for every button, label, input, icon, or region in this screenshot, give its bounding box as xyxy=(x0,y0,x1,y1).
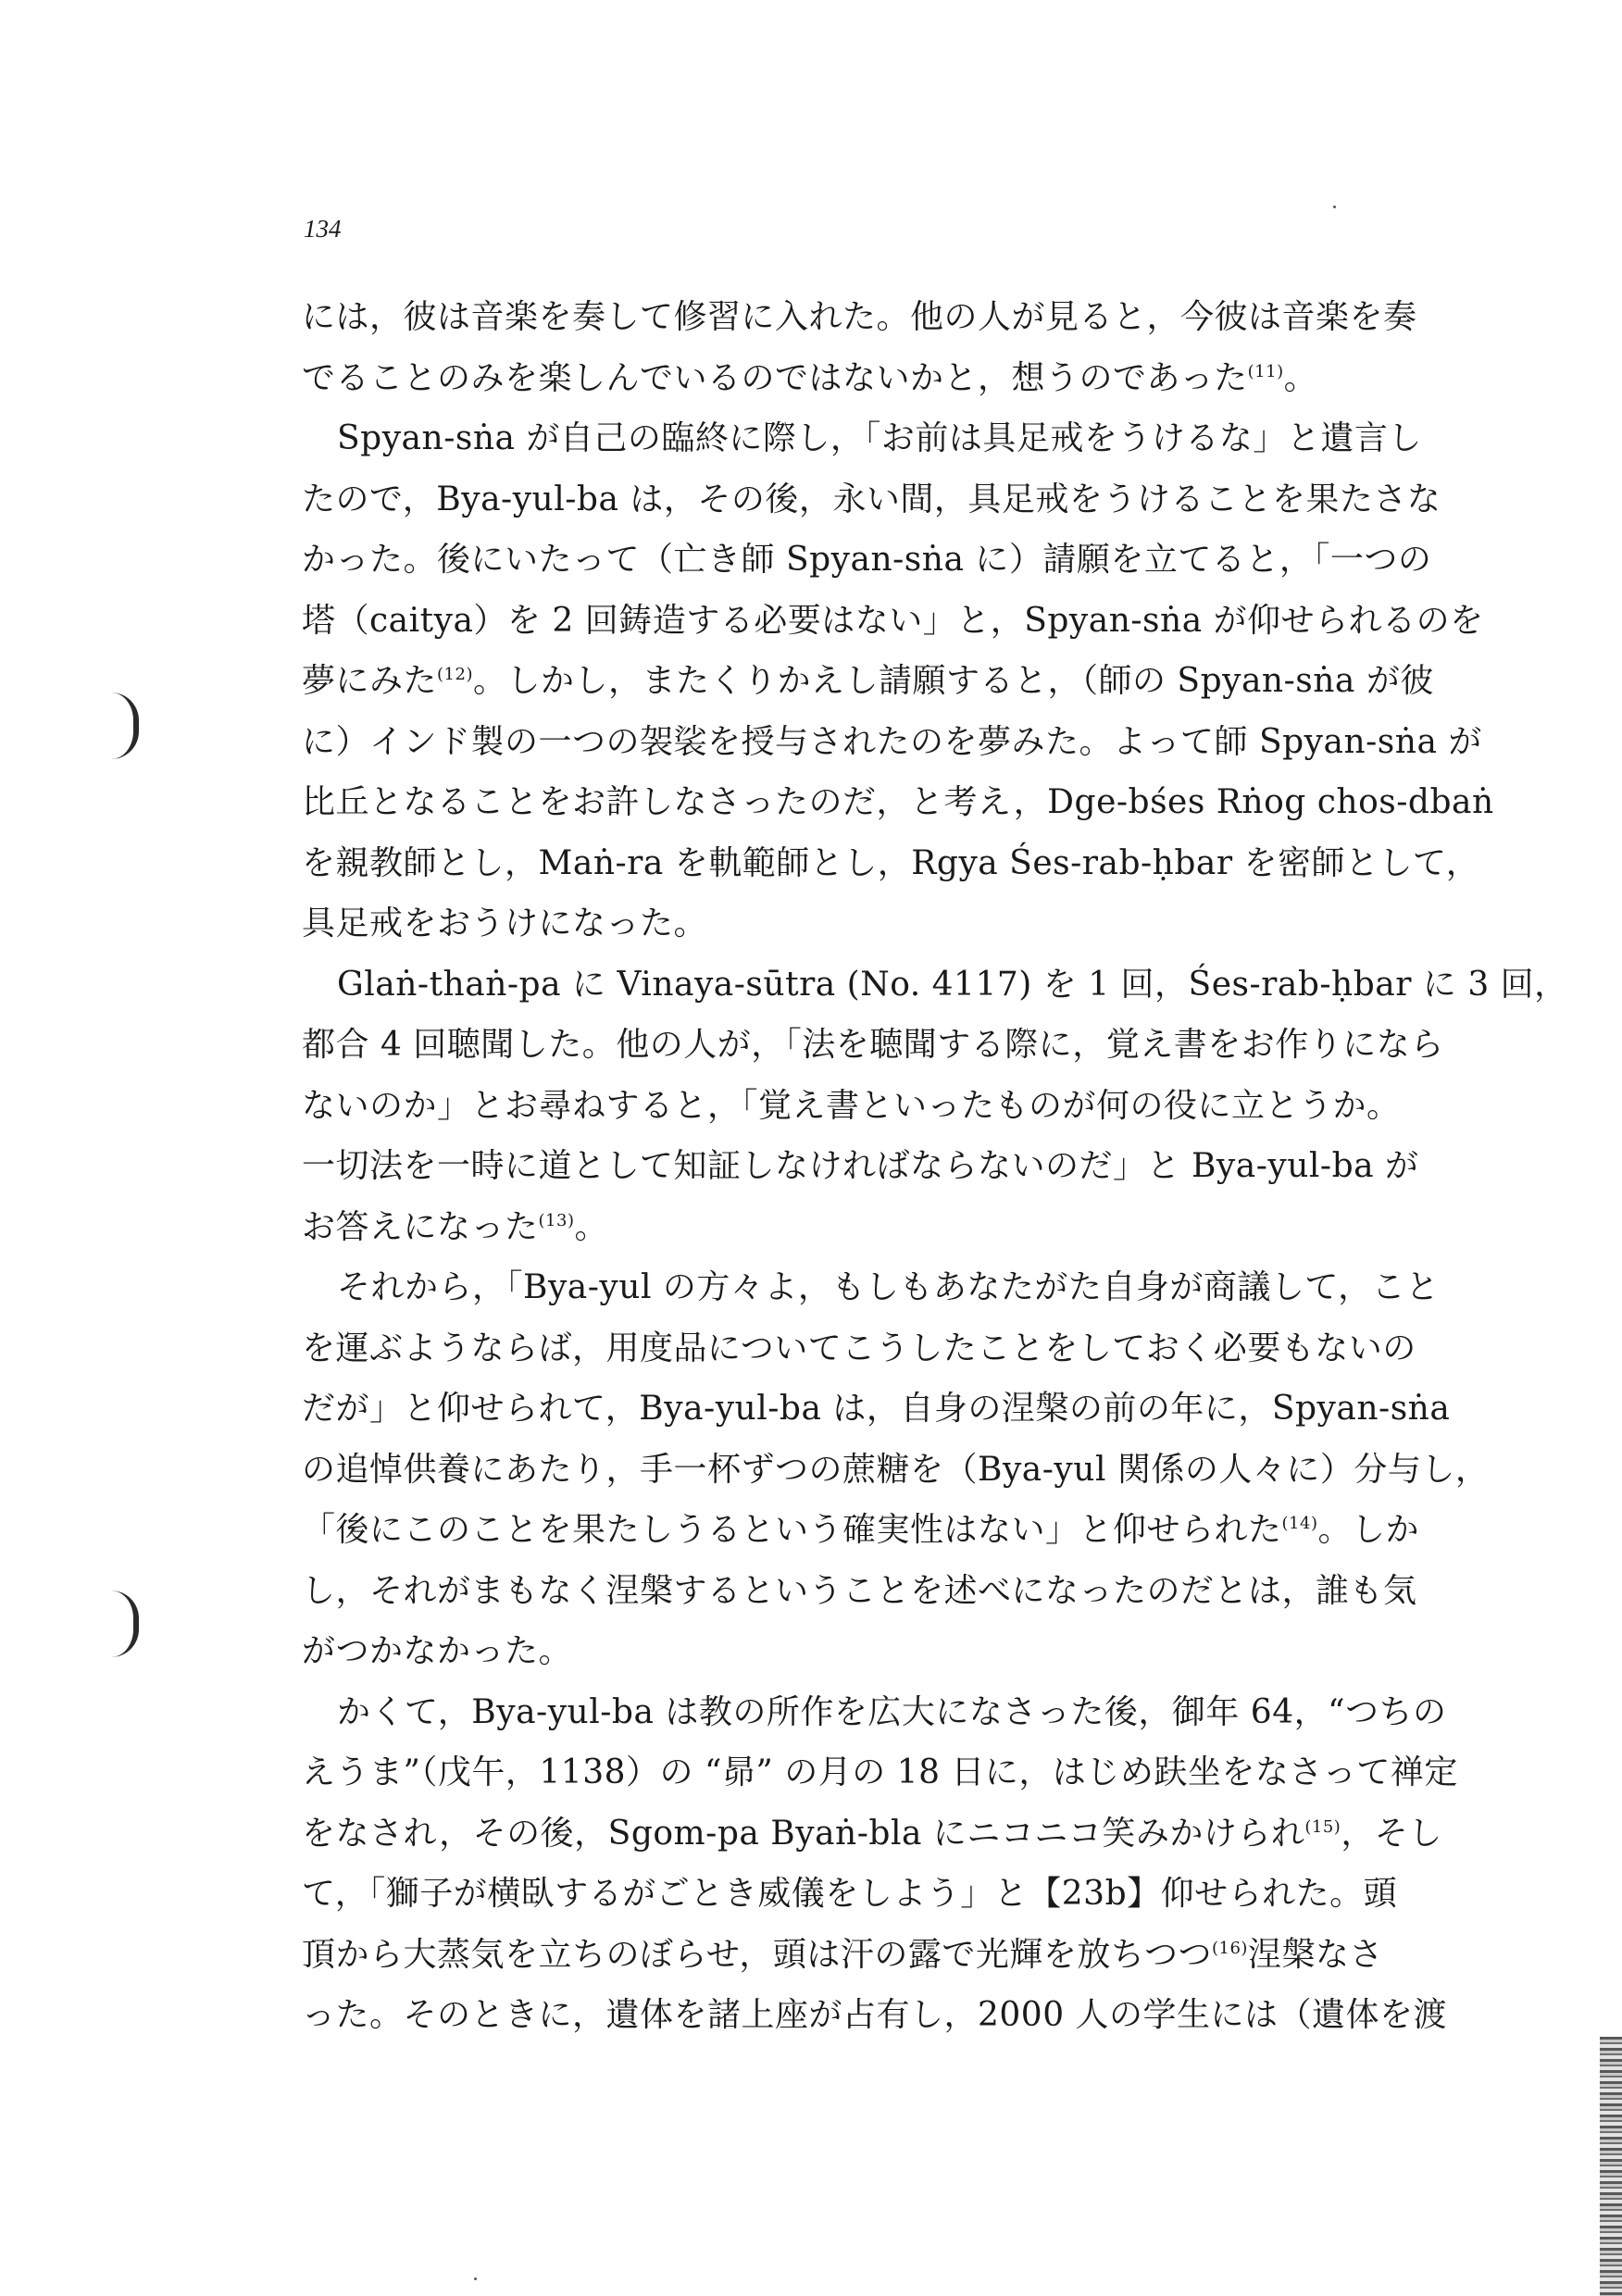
text-line xyxy=(302,772,1494,833)
line-text: 頂から大蒸気を立ちのぼらせ，頭は汗の露で光輝を放ちつつ xyxy=(302,1935,1212,1974)
scan-speck xyxy=(1333,206,1336,208)
footnote-ref: (14) xyxy=(1281,1514,1318,1533)
text-line xyxy=(302,469,1441,530)
paragraph-first-line xyxy=(302,955,1568,1016)
footnote-ref: (13) xyxy=(538,1210,575,1230)
text-line xyxy=(302,1742,1458,1803)
line-text: それから，「Bya-yul の方々よ，もしもあなたがた自身が商議して，こと xyxy=(337,1268,1440,1306)
line-text: をなされ，その後，Sgom-pa Byaṅ-bla にニコニコ笑みかけられ xyxy=(302,1814,1305,1853)
line-text: 。しかし，またくりかえし請願すると，（師の Spyan-sṅa が彼 xyxy=(472,662,1434,700)
line-text: に）インド製の一つの袈裟を授与されたのを夢みた。よって師 Spyan-sṅa が xyxy=(302,722,1482,761)
line-text: お答えになった xyxy=(302,1207,539,1246)
text-line xyxy=(302,530,1432,591)
text-line xyxy=(302,651,1434,712)
text-line xyxy=(302,348,1422,409)
line-text: の追悼供養にあたり，手一杯ずつの蔗糖を（Bya-yul 関係の人々に）分与し， xyxy=(302,1450,1490,1489)
text-line xyxy=(302,1197,1422,1258)
footnote-ref: (11) xyxy=(1247,361,1284,381)
text-line xyxy=(302,1621,1422,1682)
paragraph-first-line xyxy=(302,1682,1447,1743)
line-text: 比丘となることをお許しなさったのだ，と考え，Dge-bśes Rṅog chos-dbaṅ xyxy=(302,783,1494,821)
line-text: を運ぶようならば，用度品についてこうしたことをしておく必要もないの xyxy=(302,1329,1416,1367)
footnote-ref: (16) xyxy=(1211,1938,1248,1958)
text-line xyxy=(302,591,1484,652)
line-text: 夢にみた xyxy=(302,662,438,700)
text-line xyxy=(302,1864,1422,1925)
text-line xyxy=(302,833,1480,894)
text-line xyxy=(302,1561,1422,1622)
binding-hole-mark xyxy=(111,1591,139,1657)
line-text: Spyan-sṅa が自己の臨終に際し，「お前は具足戒をうけるな」と遺言し xyxy=(337,419,1422,457)
text-line xyxy=(302,287,1422,348)
line-text: 「後にこのことを果たしうるという確実性はない」と仰せられた xyxy=(302,1511,1282,1549)
line-text: 。 xyxy=(574,1207,608,1246)
text-line xyxy=(302,1379,1451,1440)
line-text: 具足戒をおうけになった。 xyxy=(302,905,708,942)
line-text: った。そのときに，遺体を諸上座が占有し，2000 人の学生には（遺体を渡 xyxy=(302,1996,1448,2034)
line-text: Glaṅ-thaṅ-pa に Vinaya-sūtra (No. 4117) を 1 回，Śes-rab-ḥbar に 3 回， xyxy=(337,965,1568,1004)
text-line xyxy=(302,1803,1442,1865)
line-text: 塔（caitya）を 2 回鋳造する必要はない」と，Spyan-sṅa が仰せられるのを xyxy=(302,601,1484,640)
line-text: たので，Bya-yul-ba は，その後，永い間，具足戒をうけることを果たさな xyxy=(302,480,1441,518)
line-text: かくて，Bya-yul-ba は教の所作を広大になさった後，御年 64，“つちの xyxy=(337,1692,1447,1731)
text-line xyxy=(302,1015,1444,1076)
line-text: えうま”（戊午，1138）の “昴” の月の 18 日に，はじめ趺坐をなさって禅定 xyxy=(302,1753,1458,1791)
scan-edge-artifact xyxy=(1600,2037,1622,2296)
page-number: 134 xyxy=(304,215,342,243)
scan-speck xyxy=(474,2277,477,2280)
text-line xyxy=(302,712,1482,773)
text-line xyxy=(302,1925,1422,1986)
line-text: がつかなかった。 xyxy=(302,1632,573,1670)
binding-hole-mark xyxy=(111,693,139,759)
text-line xyxy=(302,1318,1422,1379)
line-text: 。 xyxy=(1283,358,1318,397)
text-line xyxy=(302,1136,1422,1197)
line-text: 都合 4 回聴聞した。他の人が，「法を聴聞する際に，覚え書をお作りになら xyxy=(302,1026,1444,1064)
line-text: ，そし xyxy=(1341,1814,1442,1853)
footnote-ref: (15) xyxy=(1304,1816,1341,1837)
text-line xyxy=(302,893,1422,955)
line-text: でることのみを楽しんでいるのではないかと，想うのであった xyxy=(302,358,1248,397)
body-text xyxy=(302,287,1568,2046)
line-text: て，「獅子が横臥するがごとき威儀をしよう」と【23b】仰せられた。頭 xyxy=(302,1875,1398,1913)
text-line xyxy=(302,1500,1422,1561)
line-text: ないのか」とお尋ねすると，「覚え書といったものが何の役に立とうか。 xyxy=(302,1086,1401,1125)
line-text: 涅槃なさ xyxy=(1247,1935,1383,1974)
paragraph-first-line xyxy=(302,408,1422,469)
line-text: を親教師とし，Maṅ-ra を軌範師とし，Rgya Śes-rab-ḥbar を密師として， xyxy=(302,843,1480,882)
text-line xyxy=(302,1076,1422,1137)
paragraph-first-line xyxy=(302,1257,1440,1318)
line-text: し，それがまもなく涅槃するということを述べになったのだとは，誰も気 xyxy=(302,1571,1417,1610)
text-line xyxy=(302,1440,1490,1501)
text-line xyxy=(302,1985,1448,2046)
line-text: かった。後にいたって（亡き師 Spyan-sṅa に）請願を立てると，「一つの xyxy=(302,541,1432,579)
line-text: だが」と仰せられて，Bya-yul-ba は，自身の涅槃の前の年に，Spyan-sṅa xyxy=(302,1390,1451,1428)
line-text: には，彼は音楽を奏して修習に入れた。他の人が見ると，今彼は音楽を奏 xyxy=(302,298,1417,336)
footnote-ref: (12) xyxy=(437,665,473,684)
line-text: 一切法を一時に道として知証しなければならないのだ」と Bya-yul-ba が xyxy=(302,1147,1419,1185)
line-text: 。しか xyxy=(1317,1511,1419,1549)
